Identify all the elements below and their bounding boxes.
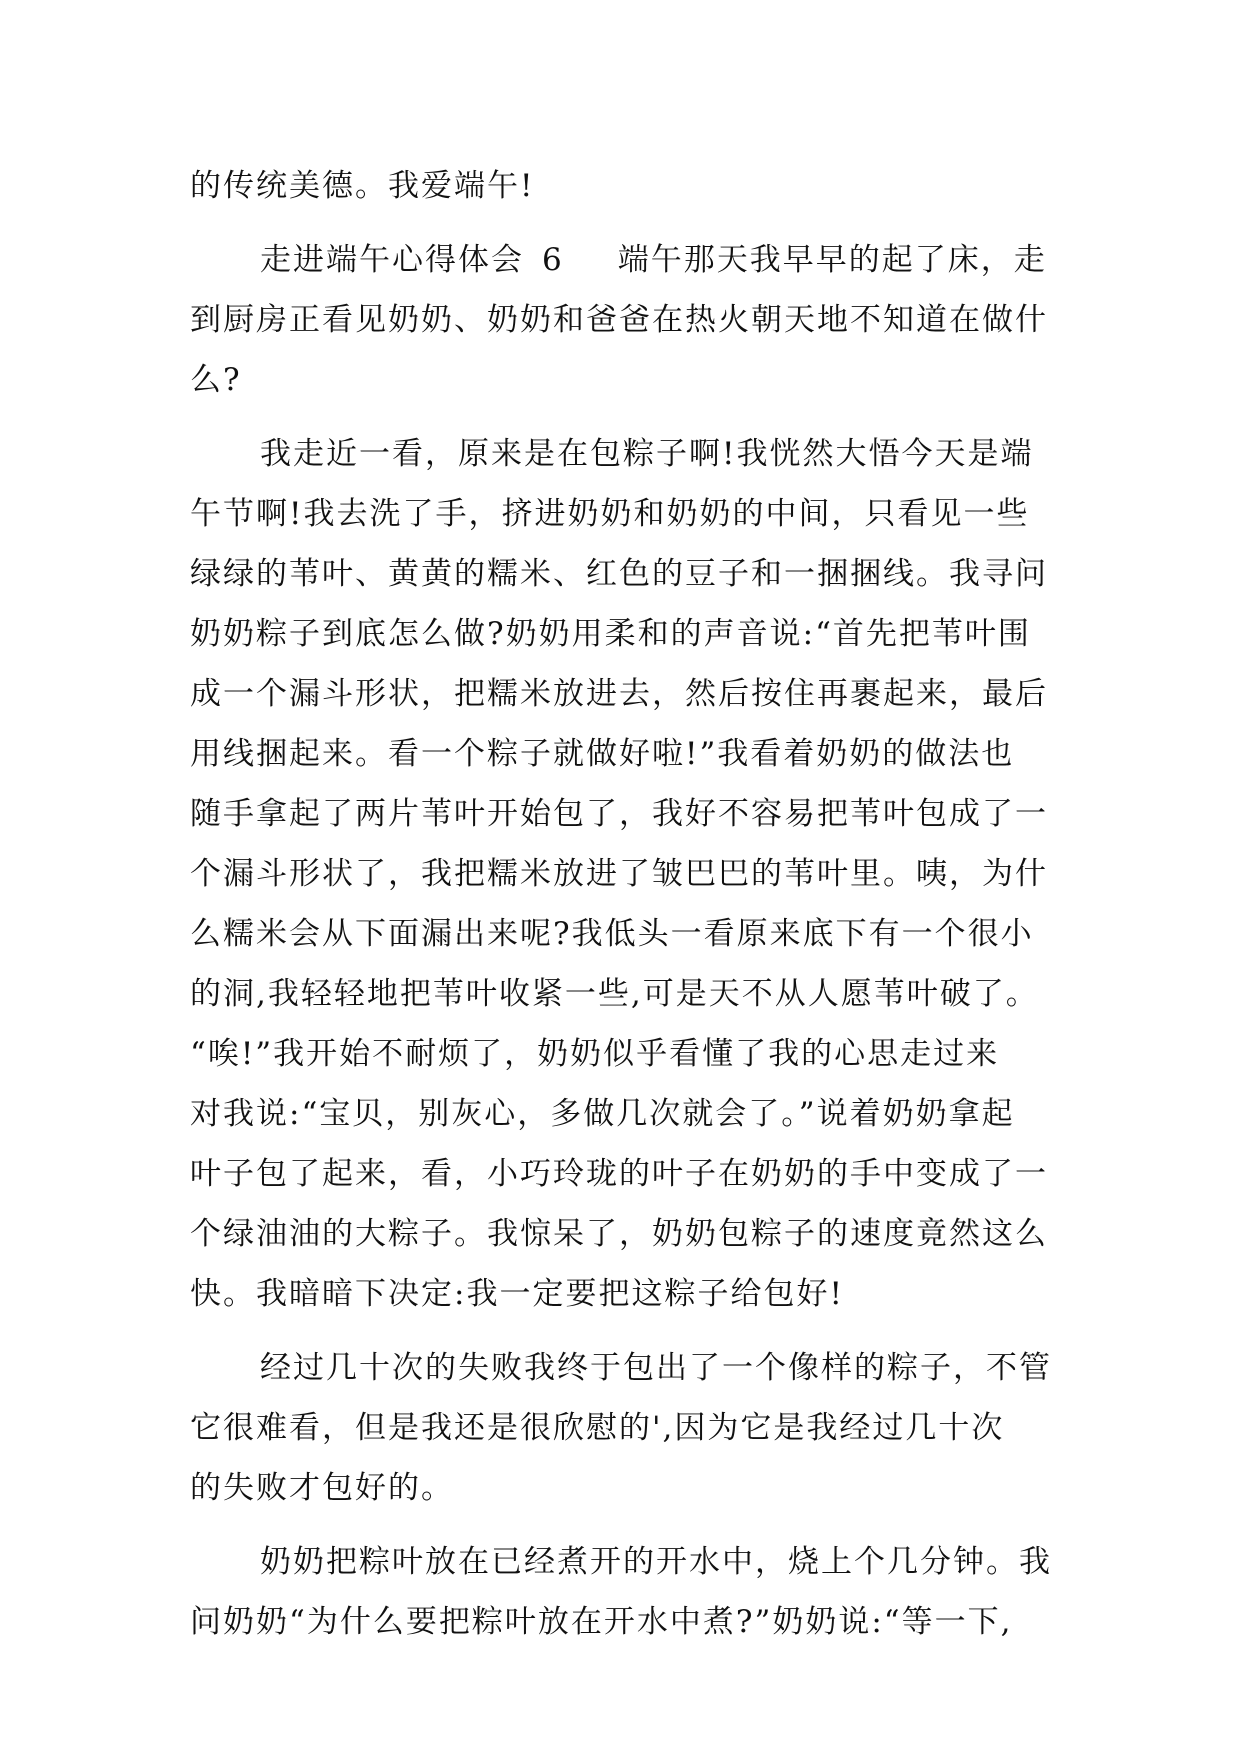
- paragraph-gap: [190, 216, 1056, 230]
- text-line-7: 奶奶粽子到底怎么做?奶奶用柔和的声音说:“首先把苇叶围: [190, 616, 1031, 652]
- text-line-2: 到厨房正看见奶奶、奶奶和爸爸在热火朝天地不知道在做什: [190, 302, 1048, 338]
- paragraph-gap: [190, 410, 1056, 424]
- text-line-4: 我走近一看，原来是在包粽子啊!我恍然大悟今天是端: [260, 436, 1034, 472]
- text-line-22: 奶奶把粽叶放在已经煮开的开水中，烧上个几分钟。我: [260, 1544, 1052, 1580]
- text-line-23: 问奶奶“为什么要把粽叶放在开水中煮?”奶奶说:“等一下,: [190, 1604, 1013, 1640]
- text-line-15: 对我说:“宝贝，别灰心，多做几次就会了。”说着奶奶拿起: [190, 1096, 1015, 1132]
- text-line-8: 成一个漏斗形状，把糯米放进去，然后按住再裹起来，最后: [190, 676, 1048, 712]
- text-line-19: 经过几十次的失败我终于包出了一个像样的粽子，不管: [260, 1350, 1052, 1386]
- heading-line: [190, 230, 1056, 290]
- section-number: 6: [542, 242, 564, 278]
- paragraph-gap: [190, 1324, 1056, 1338]
- text-line-21: 的失败才包好的。: [190, 1470, 454, 1506]
- text-line-5: 午节啊!我去洗了手，挤进奶奶和奶奶的中间，只看见一些: [190, 496, 1030, 532]
- text-line-16: 叶子包了起来，看，小巧玲珑的叶子在奶奶的手中变成了一: [190, 1156, 1048, 1192]
- paragraph-start: 端午那天我早早的起了床，走: [617, 242, 1047, 278]
- text-line-13: 的洞,我轻轻地把苇叶收紧一些,可是天不从人愿苇叶破了。: [190, 976, 1039, 1012]
- text-line-11: 个漏斗形状了，我把糯米放进了皱巴巴的苇叶里。咦，为什: [190, 856, 1048, 892]
- text-line-1: 的传统美德。我爱端午!: [190, 168, 535, 204]
- text-line-3: 么?: [190, 362, 242, 398]
- text-line-17: 个绿油油的大粽子。我惊呆了，奶奶包粽子的速度竟然这么: [190, 1216, 1048, 1252]
- text-line-12: 么糯米会从下面漏出来呢?我低头一看原来底下有一个很小: [190, 916, 1034, 952]
- text-line-9: 用线捆起来。看一个粽子就做好啦!”我看着奶奶的做法也: [190, 736, 1015, 772]
- text-line-6: 绿绿的苇叶、黄黄的糯米、红色的豆子和一捆捆线。我寻问: [190, 556, 1048, 592]
- text-line-18: 快。我暗暗下决定:我一定要把这粽子给包好!: [190, 1276, 844, 1312]
- text-line-10: 随手拿起了两片苇叶开始包了，我好不容易把苇叶包成了一: [190, 796, 1048, 832]
- paragraph-gap: [190, 1518, 1056, 1532]
- essay-text: [190, 156, 1056, 1652]
- text-line-14: “唉!”我开始不耐烦了，奶奶似乎看懂了我的心思走过来: [190, 1036, 1000, 1072]
- text-line-20: 它很难看，但是我还是很欣慰的',因为它是我经过几十次: [190, 1410, 1005, 1446]
- section-heading: 走进端午心得体会: [260, 242, 524, 278]
